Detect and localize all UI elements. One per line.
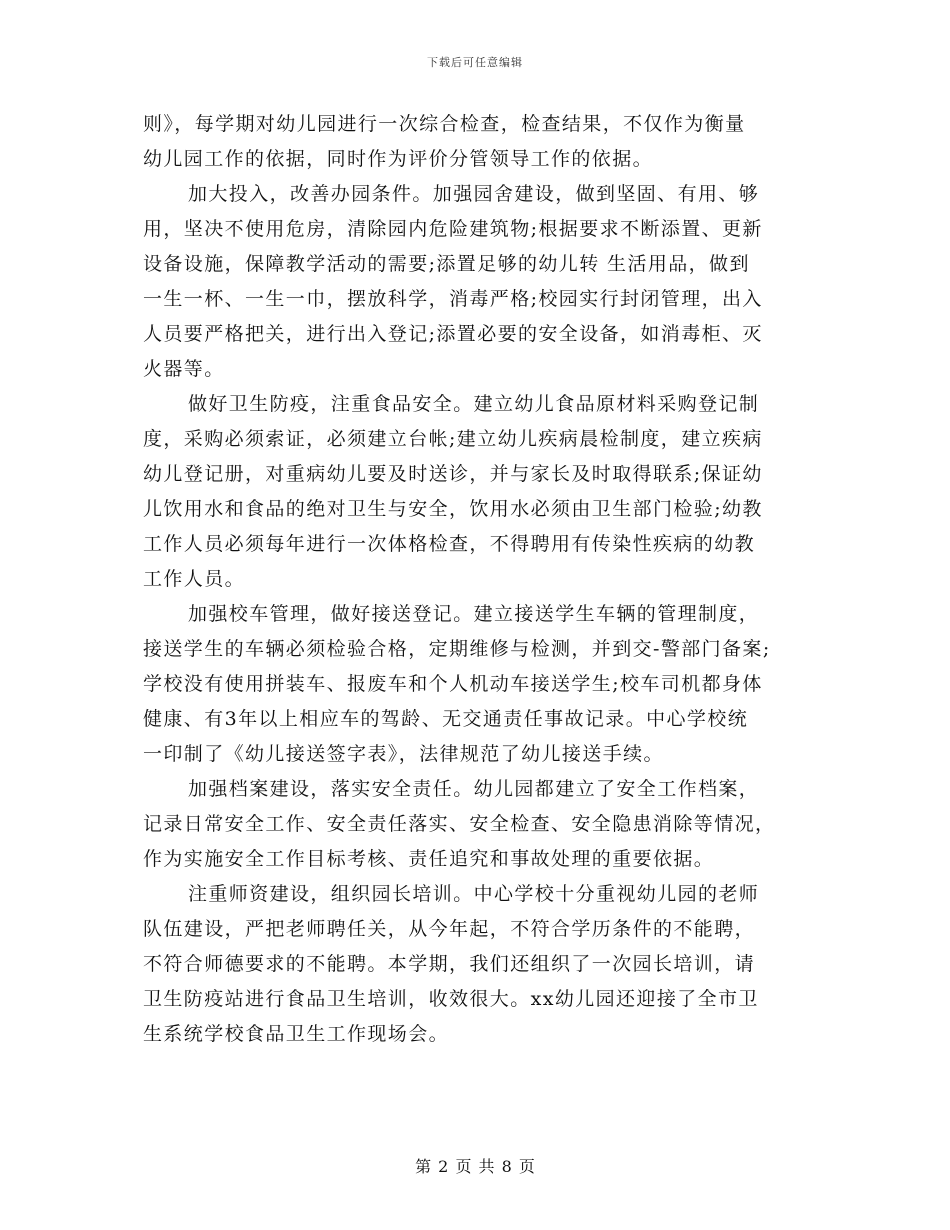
paragraph-line: 接送学生的车辆必须检验合格，定期维修与检测，并到交-警部门备案;	[143, 638, 771, 660]
paragraph-first-line: 做好卫生防疫，注重食品安全。建立幼儿食品原材料采购登记制	[188, 393, 760, 415]
paragraph-first-line: 加强校车管理，做好接送登记。建立接送学生车辆的管理制度，	[188, 603, 760, 625]
paragraph-line: 儿饮用水和食品的绝对卫生与安全，饮用水必须由卫生部门检验;幼教	[143, 498, 763, 520]
paragraph-first-line: 注重师资建设，组织园长培训。中心学校十分重视幼儿园的老师	[188, 883, 760, 905]
document-body	[143, 107, 811, 1052]
paragraph-line: 生系统学校食品卫生工作现场会。	[143, 1023, 450, 1045]
header-note: 下载后可任意编辑	[427, 56, 523, 69]
paragraph-first-line: 加大投入，改善办园条件。加强园舍建设，做到坚固、有用、够	[188, 183, 760, 205]
paragraph-line: 一印制了《幼儿接送签字表》，法律规范了幼儿接送手续。	[143, 743, 664, 765]
paragraph-line: 用，坚决不使用危房，清除园内危险建筑物;根据要求不断添置、更新	[143, 218, 763, 240]
paragraph-line: 幼儿登记册，对重病幼儿要及时送诊，并与家长及时取得联系;保证幼	[143, 463, 763, 485]
paragraph-line: 作为实施安全工作目标考核、责任追究和事故处理的重要依据。	[143, 848, 715, 870]
paragraph-first-line: 加强档案建设，落实安全责任。幼儿园都建立了安全工作档案，	[188, 778, 760, 800]
page-number: 第 2 页 共 8 页	[415, 1157, 535, 1176]
paragraph-line: 一生一杯、一生一巾，摆放科学，消毒严格;校园实行封闭管理，出入	[143, 288, 763, 310]
paragraph-line: 工作人员。	[143, 568, 246, 590]
paragraph-line: 不符合师德要求的不能聘。本学期，我们还组织了一次园长培训，请	[143, 953, 756, 975]
paragraph-line: 人员要严格把关，进行出入登记;添置必要的安全设备，如消毒柜、灭	[143, 323, 763, 345]
paragraph-line: 记录日常安全工作、安全责任落实、安全检查、安全隐患消除等情况，	[143, 813, 776, 835]
paragraph-line: 设备设施，保障教学活动的需要;添置足够的幼儿转 生活用品，做到	[143, 253, 750, 275]
paragraph-line: 学校没有使用拼装车、报废车和个人机动车接送学生;校车司机都身体	[143, 673, 763, 695]
paragraph-line: 火器等。	[143, 358, 225, 380]
paragraph-line: 则》，每学期对幼儿园进行一次综合检查，检查结果，不仅作为衡量	[143, 113, 746, 135]
paragraph-line: 度，采购必须索证，必须建立台帐;建立幼儿疾病晨检制度，建立疾病	[143, 428, 763, 450]
paragraph-line: 工作人员必须每年进行一次体格检查，不得聘用有传染性疾病的幼教	[143, 533, 756, 555]
paragraph-line: 卫生防疫站进行食品卫生培训，收效很大。xx幼儿园还迎接了全市卫	[143, 988, 759, 1010]
paragraph-line: 健康、有3年以上相应车的驾龄、无交通责任事故记录。中心学校统	[143, 708, 749, 730]
paragraph-line: 幼儿园工作的依据，同时作为评价分管领导工作的依据。	[143, 148, 654, 170]
paragraph-line: 队伍建设，严把老师聘任关，从今年起，不符合学历条件的不能聘，	[143, 918, 756, 940]
